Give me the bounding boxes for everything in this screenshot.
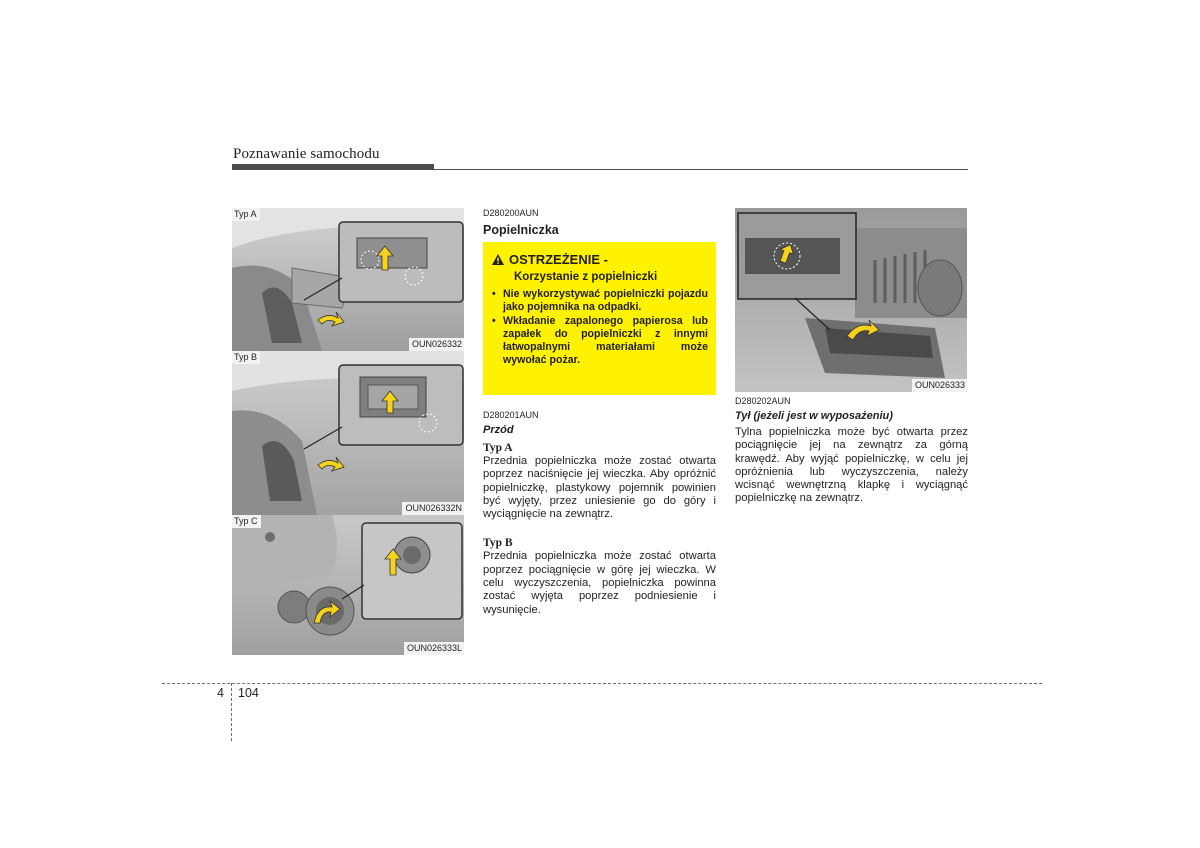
- type-b-label: Typ B: [483, 537, 513, 550]
- rear-ashtray-figure: [735, 208, 967, 392]
- figure-type-label: Typ B: [232, 351, 260, 364]
- front-section: [483, 410, 716, 617]
- section-heading-block: [483, 208, 716, 237]
- warning-item: • Nie wykorzystywać popielniczki pojazdu jako pojemnika na odpadki.: [492, 288, 708, 314]
- bullet-icon: •: [492, 288, 496, 300]
- figure-type-label: Typ C: [232, 515, 261, 528]
- rear-title: Tył (jeżeli jest w wyposażeniu): [735, 410, 893, 422]
- page-header-title: Poznawanie samochodu: [233, 146, 380, 162]
- ashtray-type-a-illustration: [232, 208, 464, 351]
- figure-code: OUN026333: [912, 379, 967, 392]
- footer-dashed-rule: [162, 683, 1042, 684]
- type-a-text: Przednia popielniczka może zostać otwarta poprzez naciśnięcie jej wieczka. Aby opróżnić popielniczkę, plastykowy pojemnik powinien być wyjęty, przez uniesienie go do góry i wyciągnięcie na zewnątrz.: [483, 455, 716, 521]
- header-rule: [232, 169, 968, 170]
- ashtray-type-b-illustration: [232, 351, 464, 515]
- figure-type-b: [232, 351, 464, 515]
- figure-type-label: Typ A: [232, 208, 260, 221]
- warning-item: • Wkładanie zapalonego papierosa lub zapałek do popielniczki z innymi łatwopalnymi materiałami może wywołać pożar.: [492, 315, 708, 367]
- front-code: D280201AUN: [483, 410, 539, 420]
- page-number: 104: [238, 686, 259, 700]
- ashtray-type-c-illustration: [232, 515, 464, 655]
- rear-code: D280202AUN: [735, 396, 791, 406]
- warning-heading: OSTRZEŻENIE -: [509, 252, 608, 267]
- front-title: Przód: [483, 424, 514, 436]
- figure-type-c: [232, 515, 464, 655]
- warning-box: [483, 242, 716, 395]
- section-title: Popielniczka: [483, 223, 559, 237]
- type-b-text: Przednia popielniczka może zostać otwarta poprzez pociągnięcie w górę jej wieczka. W celu wyczyszczenia, popielniczka powinna zostać wyjęta poprzez podniesienie i wysunięcie.: [483, 550, 716, 616]
- footer-dashed-divider: [231, 683, 232, 741]
- figure-code: OUN026332N: [402, 502, 464, 515]
- rear-ashtray-illustration: [735, 208, 967, 392]
- figure-code: OUN026332: [409, 338, 464, 351]
- rear-text: Tylna popielniczka może być otwarta przez pociągnięcie jej na zewnątrz za górną krawędź. Aby wyjąć popielniczkę, w celu jej opróżnienia lub wyczyszczenia, należy wcisnąć wewnętrzną klapkę i wyciągnąć popielniczkę na zewnątrz.: [735, 426, 968, 505]
- section-code: D280200AUN: [483, 208, 539, 218]
- type-a-label: Typ A: [483, 442, 513, 454]
- rear-section: [735, 396, 968, 506]
- warning-subheading: Korzystanie z popielniczki: [514, 271, 658, 283]
- figure-type-a: [232, 208, 464, 351]
- bullet-icon: •: [492, 315, 496, 328]
- warning-triangle-icon: [491, 253, 505, 266]
- figure-code: OUN026333L: [404, 642, 464, 655]
- chapter-number: 4: [217, 686, 224, 700]
- warning-list: [491, 288, 708, 368]
